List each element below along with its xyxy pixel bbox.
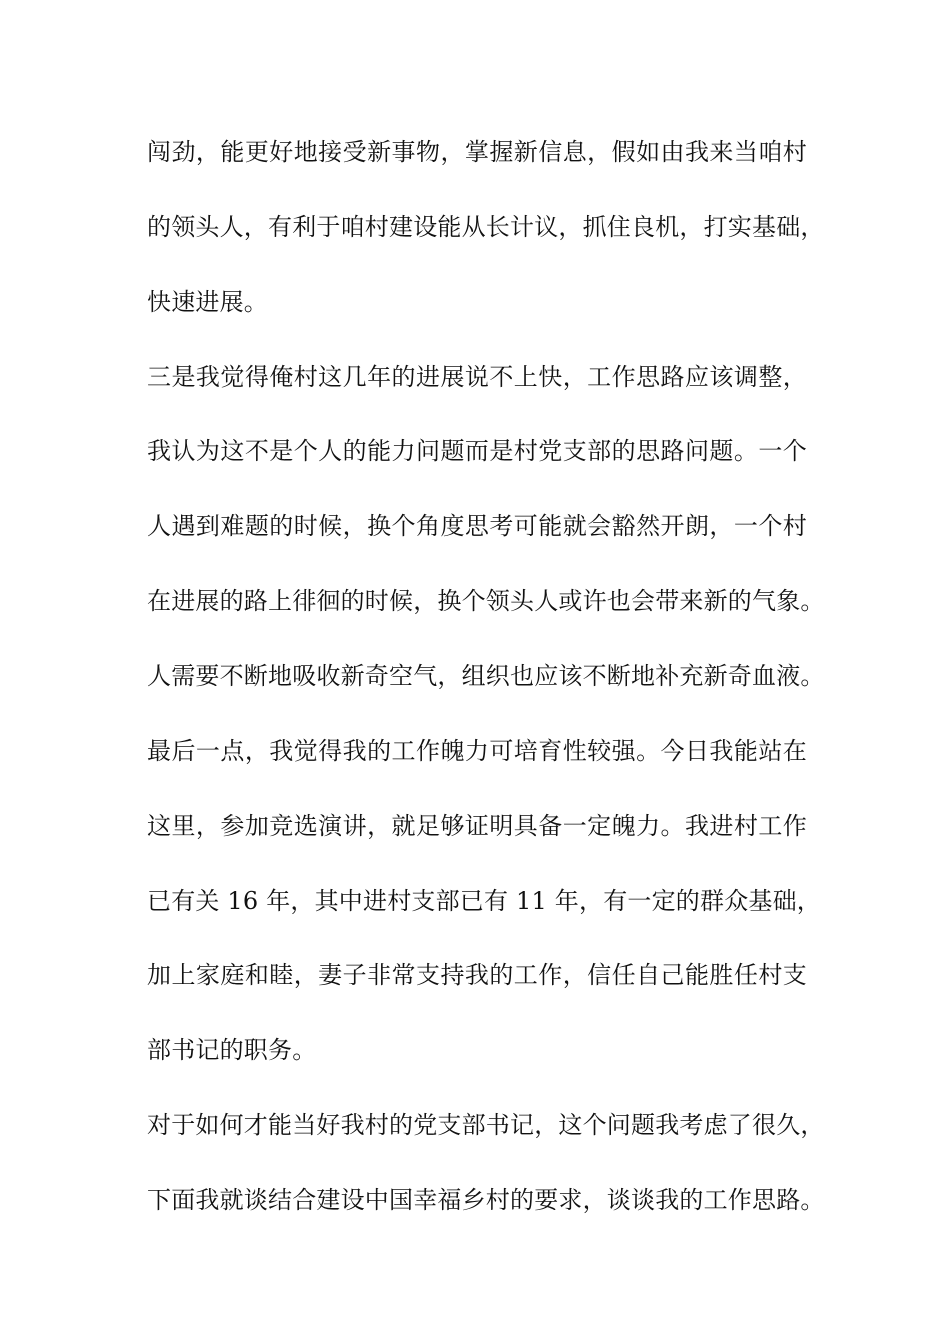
text-line: 最后一点，我觉得我的工作魄力可培育性较强。今日我能站在 bbox=[147, 737, 807, 765]
text-line: 对于如何才能当好我村的党支部书记，这个问题我考虑了很久， bbox=[147, 1111, 825, 1139]
text-line: 快速进展。 bbox=[147, 288, 268, 316]
text-line: 已有关 16 年，其中进村支部已有 11 年，有一定的群众基础， bbox=[147, 887, 821, 915]
text-line: 在进展的路上徘徊的时候，换个领头人或许也会带来新的气象。 bbox=[147, 587, 825, 615]
text-line: 下面我就谈结合建设中国幸福乡村的要求，谈谈我的工作思路。 bbox=[147, 1186, 825, 1214]
text-line: 三是我觉得俺村这几年的进展说不上快，工作思路应该调整， bbox=[147, 363, 807, 391]
text-line: 这里，参加竞选演讲，就足够证明具备一定魄力。我进村工作 bbox=[147, 812, 807, 840]
text-line: 加上家庭和睦，妻子非常支持我的工作，信任自己能胜任村支 bbox=[147, 961, 807, 989]
text-line: 人需要不断地吸收新奇空气，组织也应该不断地补充新奇血液。 bbox=[147, 662, 825, 690]
text-line: 闯劲，能更好地接受新事物，掌握新信息，假如由我来当咱村 bbox=[147, 138, 807, 166]
text-line: 人遇到难题的时候，换个角度思考可能就会豁然开朗，一个村 bbox=[147, 512, 807, 540]
text-line: 我认为这不是个人的能力问题而是村党支部的思路问题。一个 bbox=[147, 437, 807, 465]
text-line: 部书记的职务。 bbox=[147, 1036, 317, 1064]
text-line: 的领头人，有利于咱村建设能从长计议，抓住良机，打实基础， bbox=[147, 213, 825, 241]
